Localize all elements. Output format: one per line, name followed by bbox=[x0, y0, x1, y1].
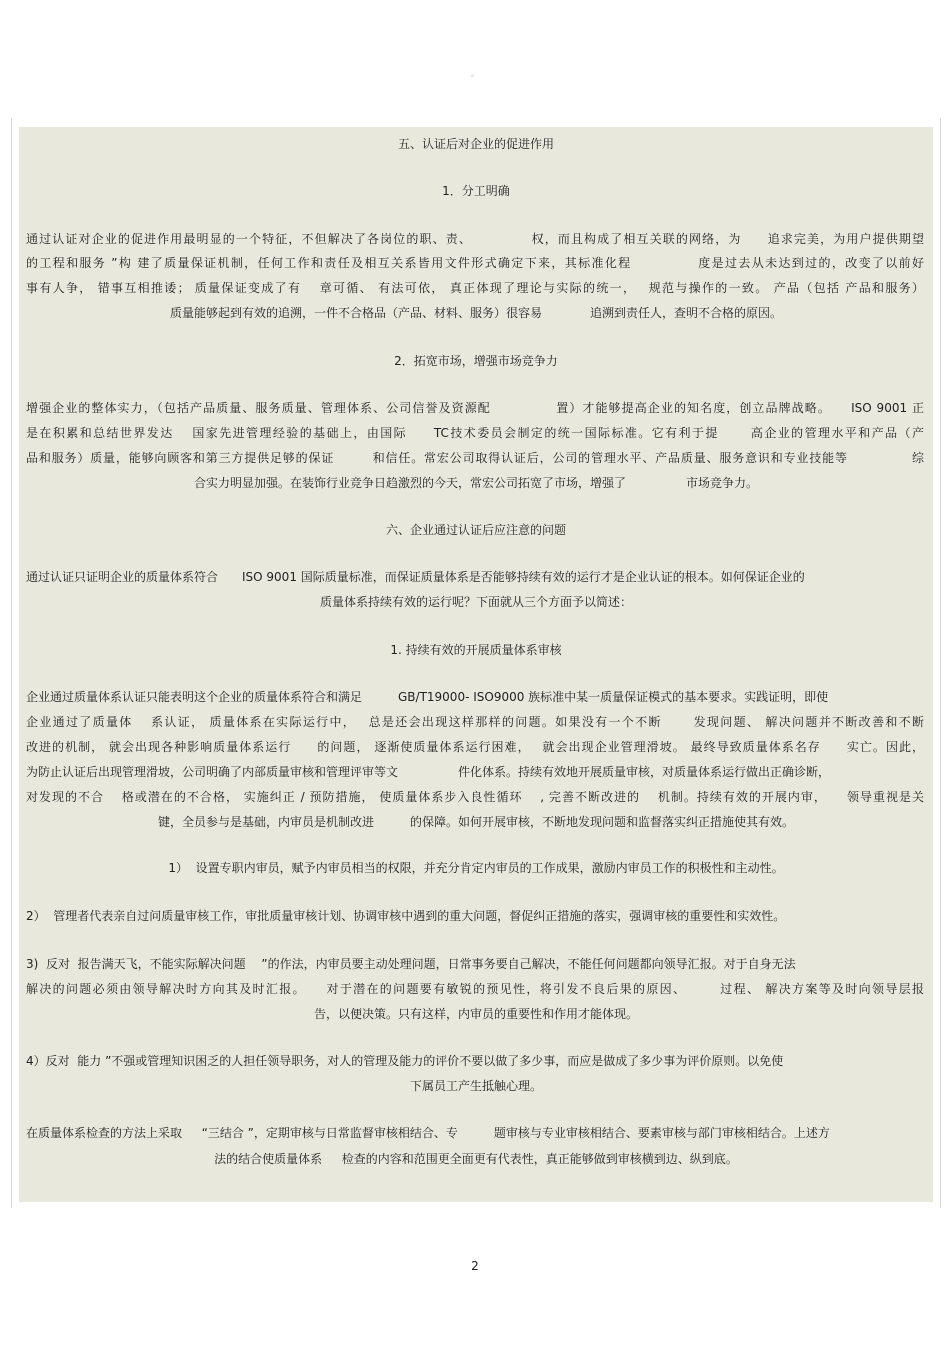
sub-heading-1: 1．分工明确 bbox=[442, 184, 510, 198]
sub-heading-2: 2．拓宽市场，增强市场竞争力 bbox=[394, 354, 558, 368]
paragraph-line: 增强企业的整体实力，（包括产品质量、服务质量、管理体系、公司信誉及资源配 置）才能够提高企业的知名度，创立品牌战略。 ISO 9001 正 bbox=[26, 401, 924, 415]
paragraph-line: 企业通过了质量体 系认证， 质量体系在实际运行中， 总是还会出现这样那样的问题。如果没有一个不断 发现问题、 解决问题并不断改善和不断 bbox=[26, 715, 924, 729]
paragraph-line: 是在积累和总结世界发达 国家先进管理经验的基础上，由国际 TC技术委员会制定的统一国际标准。它有利于提 高企业的管理水平和产品（产 bbox=[26, 426, 924, 440]
list-item-3-end: 告，以便决策。只有这样，内审员的重要性和作用才能体现。 bbox=[313, 1007, 638, 1021]
section-heading-five: 五、认证后对企业的促进作用 bbox=[397, 137, 554, 151]
paragraph-line: 质量能够起到有效的追溯，一件不合格品（产品、材料、服务）很容易 追溯到责任人，查明不合格的原因。 bbox=[169, 306, 782, 320]
paragraph-line: 在质量体系检查的方法上采取 “三结合 ”，定期审核与日常监督审核相结合、专 题审核与专业审核相结合、要素审核与部门审核相结合。上述方 bbox=[26, 1126, 830, 1140]
list-item-3-cont: 解决的问题必须由领导解决时方向其及时汇报。 对于潜在的问题要有敏锐的预见性，将引发不良后果的原因、 过程、 解决方案等及时向领导层报 bbox=[26, 982, 924, 996]
paragraph-line: 企业通过质量体系认证只能表明这个企业的质量体系符合和满足 GB/T19000- ISO9000 族标准中某一质量保证模式的基本要求。实践证明，即使 bbox=[26, 690, 829, 704]
section-heading-six: 六、企业通过认证后应注意的问题 bbox=[385, 523, 566, 537]
paragraph-line: 为防止认证后出现管理滑坡，公司明确了内部质量审核和管理评审等文 件化体系。持续有效地开展质量审核，对质量体系运行做出正确诊断， bbox=[26, 765, 831, 779]
list-item-4: 4）反对 能力 ”不强或管理知识困乏的人担任领导职务，对人的管理及能力的评价不要以做了多少事，而应是做成了多少事为评价原则。以免使 bbox=[26, 1054, 784, 1068]
paragraph-line: 键，全员参与是基础，内审员是机制改进 的保障。如何开展审核，不断地发现问题和监督落实纠正措施使其有效。 bbox=[157, 815, 794, 829]
paragraph-line: 合实力明显加强。在装饰行业竞争日趋激烈的今天，常宏公司拓宽了市场，增强了 市场竞争力。 bbox=[193, 476, 758, 490]
paragraph-line: 事有人争， 错事互相推诿； 质量保证变成了有 章可循、 有法可依， 真正体现了理论与实际的统一， 规范与操作的一致。 产品（包括 产品和服务） bbox=[26, 281, 924, 295]
paragraph-line: 的工程和服务 ”构 建了质量保证机制，任何工作和责任及相互关系皆用文件形式确定下来，其标准化程 度是过去从未达到过的，改变了以前好 bbox=[26, 256, 924, 270]
paragraph-line: 对发现的不合 格或潜在的不合格， 实施纠正 / 预防措施， 使质量体系步入良性循环 , 完善不断改进的 机制。持续有效的开展内审， 领导重视是关 bbox=[26, 790, 924, 804]
paragraph-line: 质量体系持续有效的运行呢？下面就从三个方面予以简述： bbox=[319, 595, 632, 609]
paragraph-line: 通过认证对企业的促进作用最明显的一个特征，不但解决了各岗位的职、责、 权，而且构成了相互关联的网络，为 追求完美，为用户提供期望 bbox=[26, 232, 924, 246]
list-item-4-end: 下属员工产生抵触心理。 bbox=[409, 1079, 542, 1093]
paragraph-line: 品和服务）质量，能够向顾客和第三方提供足够的保证 和信任。常宏公司取得认证后，公司的管理水平、产品质量、服务意识和专业技能等 综 bbox=[26, 451, 924, 465]
list-item-2: 2） 管理者代表亲自过问质量审核工作，审批质量审核计划、协调审核中遇到的重大问题，督促纠正措施的落实，强调审核的重要性和实效性。 bbox=[26, 909, 786, 923]
list-item-1: 1） 设置专职内审员，赋予内审员相当的权限，并充分肯定内审员的工作成果，激励内审员工作的积极性和主动性。 bbox=[168, 861, 784, 875]
paragraph-line: 法的结合使质量体系 检查的内容和范围更全面更有代表性，真正能够做到审核横到边、纵到底。 bbox=[214, 1152, 738, 1166]
list-item-3: 3) 反对 报告满天飞，不能实际解决问题 ”的作法，内审员要主动处理问题，日常事务要自己解决，不能任何问题都向领导汇报。对于自身无法 bbox=[26, 957, 796, 971]
paragraph-line: 改进的机制， 就会出现各种影响质量体系运行 的问题， 逐渐使质量体系运行困难， 就会出现企业管理滑坡。 最终导致质量体系名存 实亡。因此， bbox=[26, 740, 924, 754]
top-mark: 。 bbox=[471, 69, 479, 78]
page-number: 2 bbox=[471, 1259, 479, 1273]
sub-heading-audit: 1. 持续有效的开展质量体系审核 bbox=[390, 643, 562, 657]
paragraph-line: 通过认证只证明企业的质量体系符合 ISO 9001 国际质量标准，而保证质量体系是否能够持续有效的运行才是企业认证的根本。如何保证企业的 bbox=[26, 570, 805, 584]
